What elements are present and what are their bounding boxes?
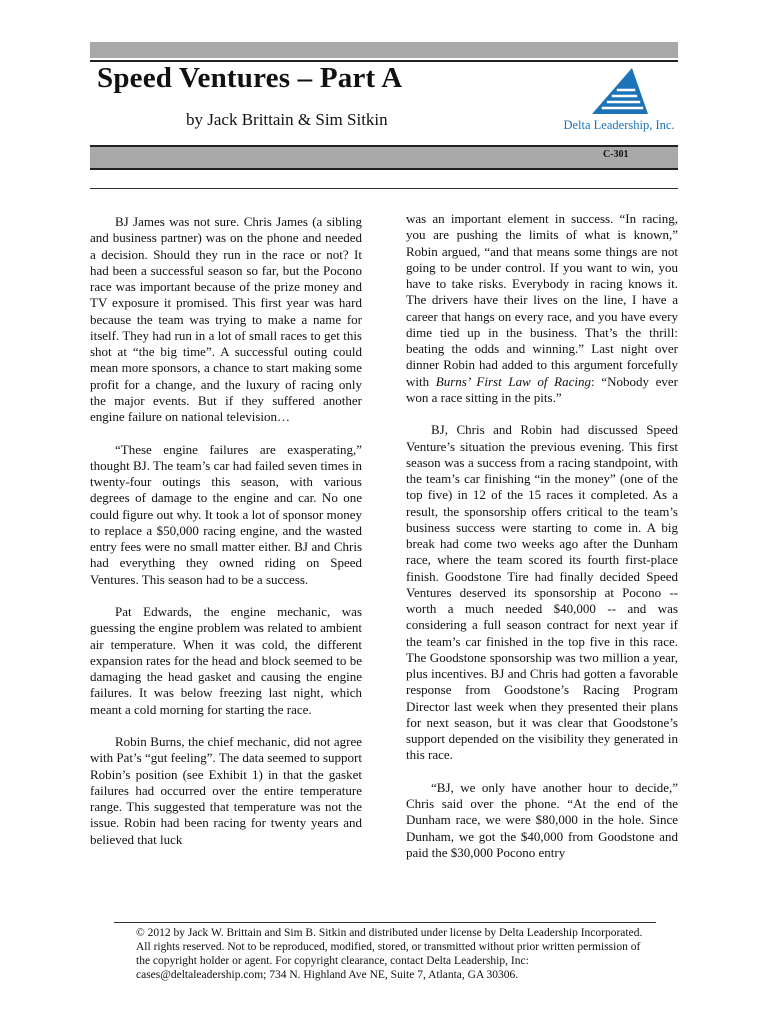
paragraph: “BJ, we only have another hour to decide,” Chris said over the phone. “At the end of the Dunham race, we were $80,000 in the hole. Since Dunham, we got the $40,000 from Goodstone and paid the $30,000 Pocono entry [406,779,678,860]
paragraph: BJ James was not sure. Chris James (a sibling and business partner) was on the phone and needed a decision. Should they run in the race or not? It had been a successful season so far, but the Pocono race was important because of the prize money and TV exposure it promised. This first year was hard because the team was trying to make a name for itself. They had run in a lot of small races to get this shot at “the big time”. A successful outing could mean more sponsors, a chance to start making some profit for a change, and the luxury of racing only the major events. But if they suffered another engine failure on national television… [90,214,362,424]
law-name: Burns’ First Law of Racing [435,373,592,389]
paragraph-text: was an important element in success. “In racing, you are pushing the limits of what is known,” Robin argued, “and that means some things are not going to be under control. If you want to win, you have to take risks. Everybody in racing knows it. The drivers have their lives on the line, I have a career that hangs on every race, and you have every dime tied up in the business. That’s the thrill: beating the odds and winning.” Last night over dinner Robin had added to this argument forcefully with [406,211,678,389]
case-code: C-301 [603,149,629,160]
section-divider [90,188,678,189]
paragraph: “These engine failures are exasperating,” thought BJ. The team’s car had failed seven times in twenty-four outings this season, with various degrees of damage to the engine and car. No one could figure out why. It took a lot of sponsor money to replace a $50,000 racing engine, and the wasted entry fees were no small matter either. BJ and Chris had everything they owned riding on Speed Ventures. This season had to be a success. [90,441,362,587]
paragraph: BJ, Chris and Robin had discussed Speed Venture’s situation the previous evening. This first season was a success from a racing standpoint, with the team’s car finishing “in the money” (one of the top five) in 12 of the 15 races it completed. As a result, the sponsorship offers critical to the team’s business success were starting to come in. A big break had come two weeks ago after the Dunham race, where the team scored its fourth first-place finish. Goodstone Tire had finally decided Speed Ventures deserved its sponsorship at Pocono -- worth a much needed $40,000 -- and was considering a full season contract for next year if the team’s car finished in the top five in this race. The Goodstone sponsorship was two million a year, plus incentives. BJ and Chris had gotten a favorable response from Goodstone’s Racing Program Director last week when they presented their plans for next season, but it was clear that Goodstone’s support depended on the visibility they generated in this race. [406,422,678,763]
case-title: Speed Ventures – Part A [97,62,403,94]
logo-text: Delta Leadership, Inc. [563,118,675,132]
right-column [406,211,678,877]
delta-leadership-logo [560,66,678,140]
paragraph-text: : “Nobody ever won a race sitting in the pits.” [406,373,678,405]
header-top-bar [90,42,678,58]
footer-rule [114,922,656,923]
left-column [90,214,362,864]
paragraph: Robin Burns, the chief mechanic, did not agree with Pat’s “gut feeling”. The data seemed to support Robin’s position (see Exhibit 1) in that the gasket failures had occurred over the entire temperature range. This suggested that temperature was not the issue. Robin had been racing for twenty years and believed that luck [90,734,362,847]
paragraph: Pat Edwards, the engine mechanic, was guessing the engine problem was related to ambient air temperature. When it was cold, the different expansion rates for the head and block seemed to be damaging the head gasket and causing the engine failures. It was below freezing last night, which meant a cold morning for starting the race. [90,604,362,717]
delta-triangle-icon [588,66,650,116]
case-code-bar [90,147,678,168]
copyright-notice: © 2012 by Jack W. Brittain and Sim B. Sitkin and distributed under license by Delta Leadership Incorporated. All rights reserved. Not to be reproduced, modified, stored, or transmitted without prior written permission of the copyright holder or agent. For copyright clearance, contact Delta Leadership, Inc: cases@deltaleadership.com; 734 N. Highland Ave NE, Suite 7, Atlanta, GA 30306. [136,927,643,981]
case-authors: by Jack Brittain & Sim Sitkin [186,110,388,129]
code-bar-bottom-rule [90,168,678,170]
paragraph-continued [406,211,678,406]
